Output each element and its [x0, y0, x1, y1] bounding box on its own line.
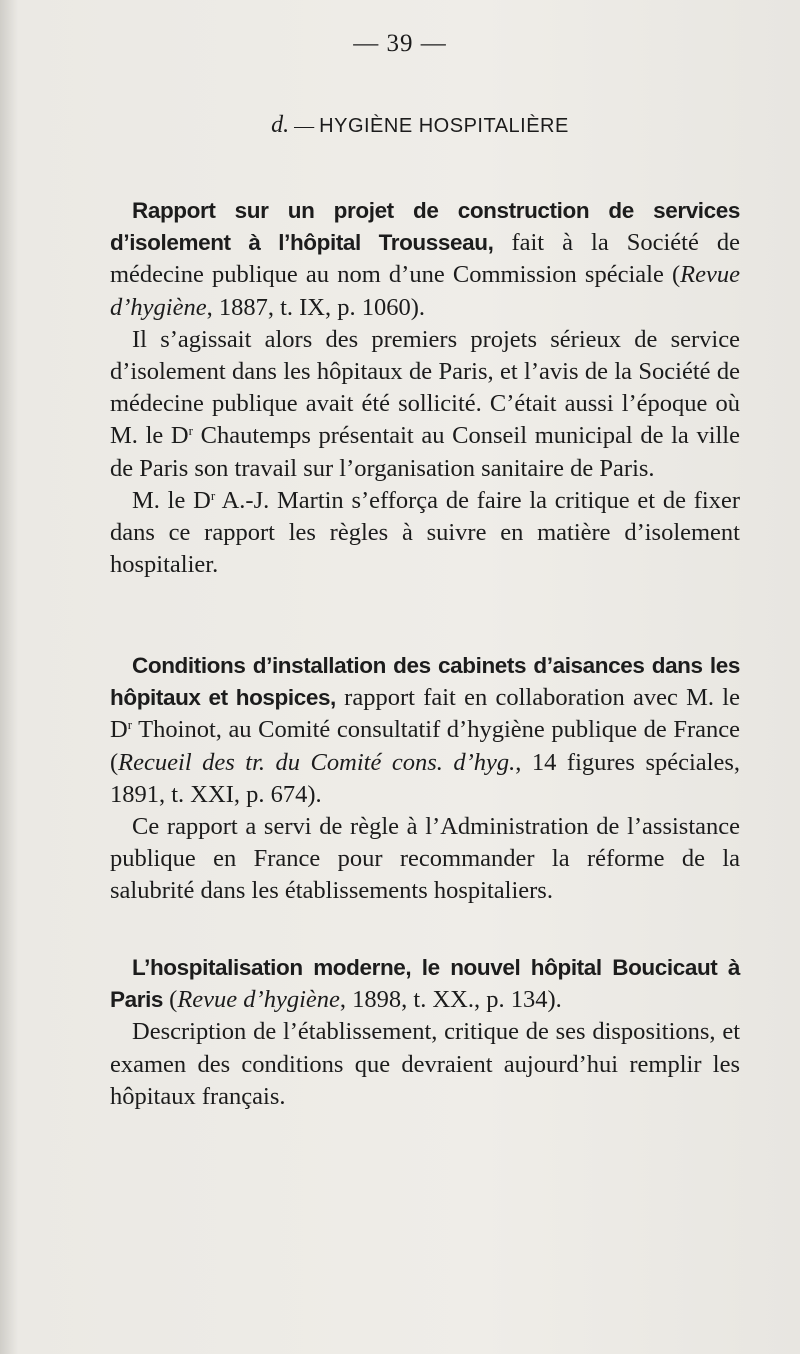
entry-paragraph: Il s’agissait alors des premiers projets sérieux de service d’isolement dans les hôpitaux de Paris, et l’avis de la Société de médecine publique avait été sollicité. C’était aussi l’époque où M. le $D^r$ Chautemps présentait au Conseil municipal de la ville de Paris son travail sur l’organisation sanitaire de Paris.: [110, 325, 740, 482]
entry-reference: , 1898, t. XX., p. 134).: [339, 986, 562, 1014]
entry-reference: , 1887, t. IX, p. 1060).: [206, 293, 426, 321]
entry-title: Conditions d’installation des cabinets d’aisances dans les hôpitaux et hospices,: [110, 653, 740, 711]
entry-intro: rapport fait en collaboration avec M. le D: [110, 684, 740, 744]
entry-boucicaut: [110, 952, 740, 1113]
entry-citation: Conditions d’installation des cabinets d’aisances dans les hôpitaux et hospices, rapport fait en collaboration avec M. le $D^r$ Thoinot, au Comité consultatif d’hygiène publique de France (Recueil des tr. du Comité cons. d’hyg., 14 figures spéciales, 1891, t. XXI, p. 674).: [110, 653, 741, 808]
section-letter: d.: [271, 112, 290, 138]
entry-citation: [110, 952, 740, 1016]
entry-cabinets: [110, 650, 740, 908]
entry-reference: , 14 figures spéciales, 1891, t. XXI, p. 674).: [110, 748, 741, 808]
section-dash: —: [294, 115, 315, 137]
entry-journal: Revue d’hygiène: [110, 261, 740, 321]
entry-citation: [110, 195, 740, 324]
section-heading: [0, 112, 800, 139]
entry-journal: Revue d’hygiène: [177, 986, 340, 1014]
page-number: — 39 —: [353, 30, 447, 57]
entry-trousseau: [110, 195, 740, 581]
entry-paragraph: Description de l’établissement, critique de ses dispositions, et examen des conditions que devraient aujourd’hui remplir les hôpitaux français.: [110, 1018, 740, 1110]
entry-title: Rapport sur un projet de construction de services d’isolement à l’hôpital Trousseau,: [110, 198, 740, 256]
entry-paragraph: Ce rapport a servi de règle à l’Administration de l’assistance publique en France pour recommander la réforme de la salubrité dans les établissements hospitaliers.: [110, 813, 740, 905]
entry-paragraph: M. le $D^r$ A.-J. Martin s’efforça de faire la critique et de fixer dans ce rapport les règles à suivre en matière d’isolement hospitalier.: [110, 486, 740, 579]
entry-intro: (: [163, 986, 178, 1014]
section-title: HYGIÈNE HOSPITALIÈRE: [319, 115, 569, 137]
entry-title: L’hospitalisation moderne, le nouvel hôpital Boucicaut à Paris: [110, 955, 740, 1013]
entry-intro: fait à la Société de médecine publique au nom d’une Commission spéciale (: [110, 229, 740, 289]
entry-journal: Recueil des tr. du Comité cons. d’hyg.: [118, 748, 516, 776]
